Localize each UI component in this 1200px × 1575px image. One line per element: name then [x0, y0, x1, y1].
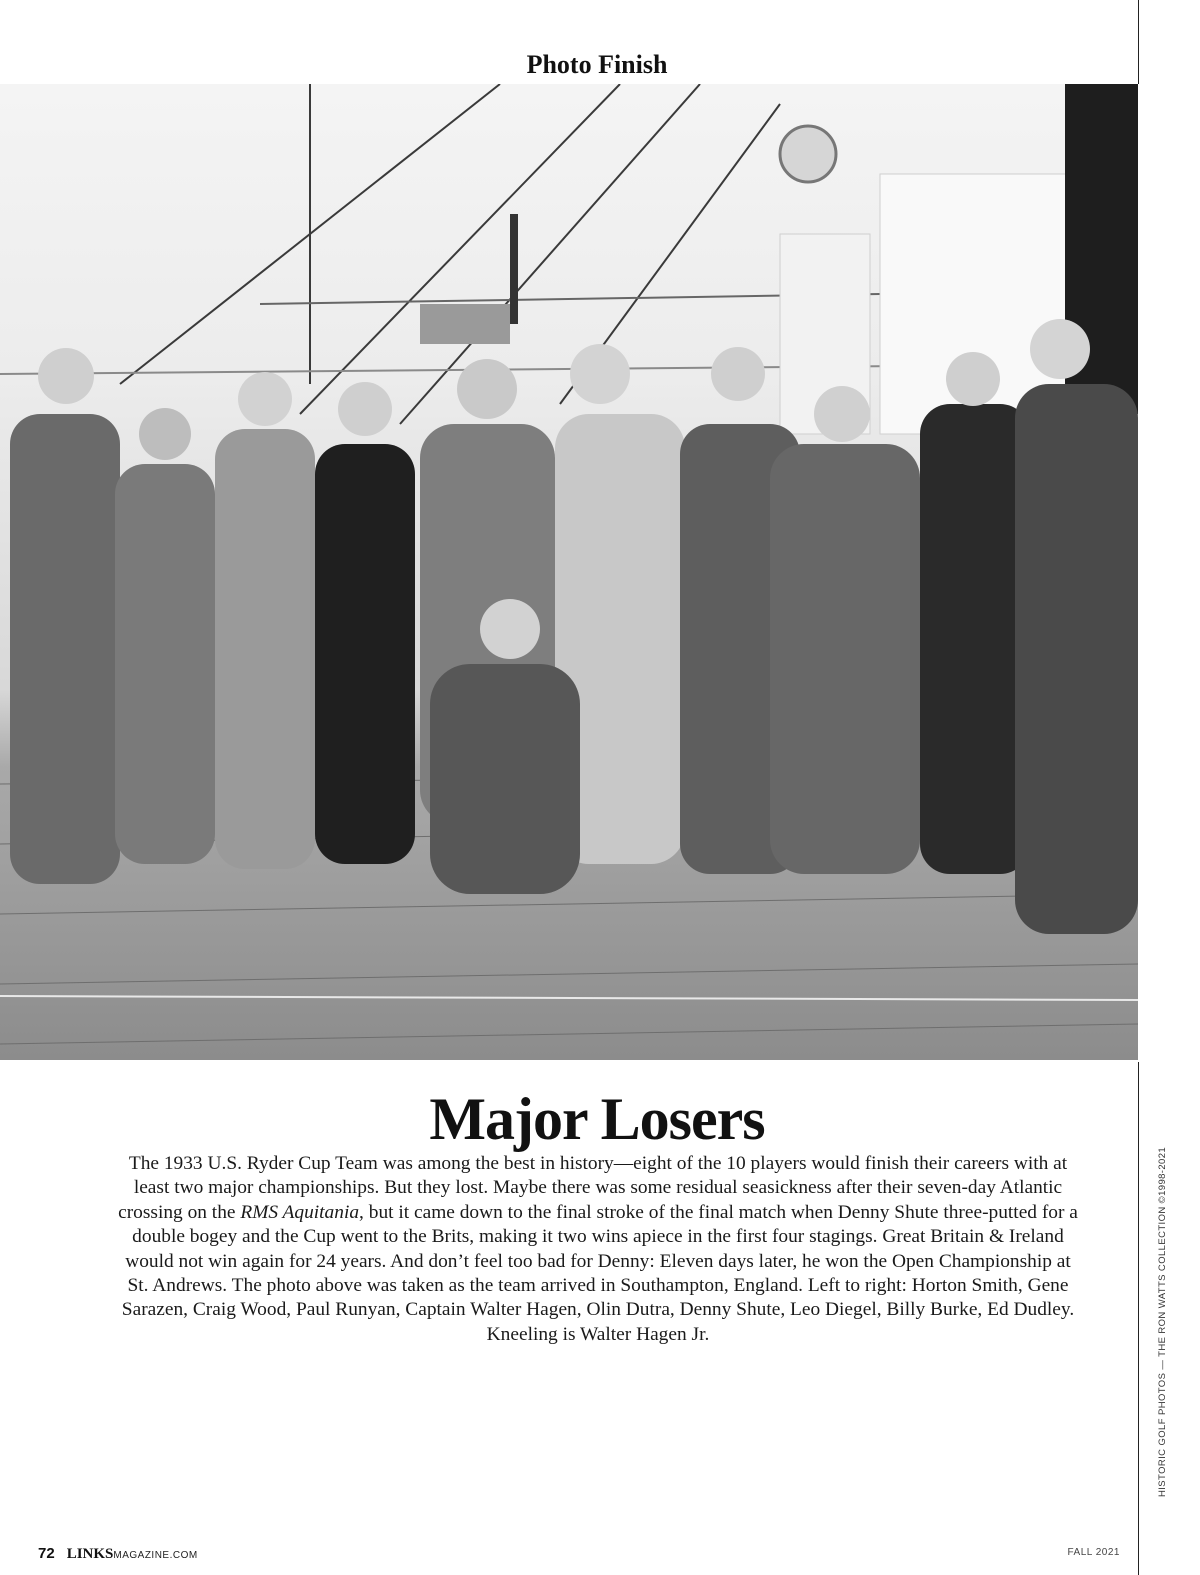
brand-domain: MAGAZINE.COM: [113, 1550, 198, 1561]
brand-logo: LINKS: [66, 1546, 114, 1562]
article-body-part-2: , but it came down to the final stroke of the final match when Denny Shute three-putted for a double bogey and the Cup went to the Brits, making it two wins apiece in the first four stagings. Great Britain & Ireland would not win again for 24 years. And don’t feel too bad for Denny: Eleven days later, he won the Open Championship at St. Andrews. The photo above was taken as the team arrived in Southampton, England. Left to right: Horton Smith, Gene Sarazen, Craig Wood, Paul Runyan, Captain Walter Hagen, Olin Dutra, Denny Shute, Leo Diegel, Billy Burke, Ed Dudley. Kneeling is Walter Hagen Jr.: [121, 1201, 1078, 1345]
issue-date: FALL 2021: [1067, 1547, 1120, 1558]
article-headline: Major Losers: [429, 1086, 765, 1152]
article-body-part-1: The 1933 U.S. Ryder Cup Team was among the best in history—eight of the 10 players would finish their careers with at least two major championships. But they lost. Maybe there was some residual seasickness after their seven-day Atlantic crossing on the: [118, 1153, 1068, 1223]
team-photo: [0, 84, 1138, 1060]
photo-credit: HISTORIC GOLF PHOTOS — THE RON WATTS COLLECTION ©1998-2021: [1157, 1146, 1168, 1497]
page-footer: [38, 1543, 198, 1563]
ship-name: RMS Aquitania: [240, 1201, 360, 1223]
page-number: 72: [38, 1545, 55, 1562]
article-body: [118, 1152, 1078, 1347]
team-figures: [10, 319, 1138, 934]
section-title: Photo Finish: [526, 50, 668, 79]
